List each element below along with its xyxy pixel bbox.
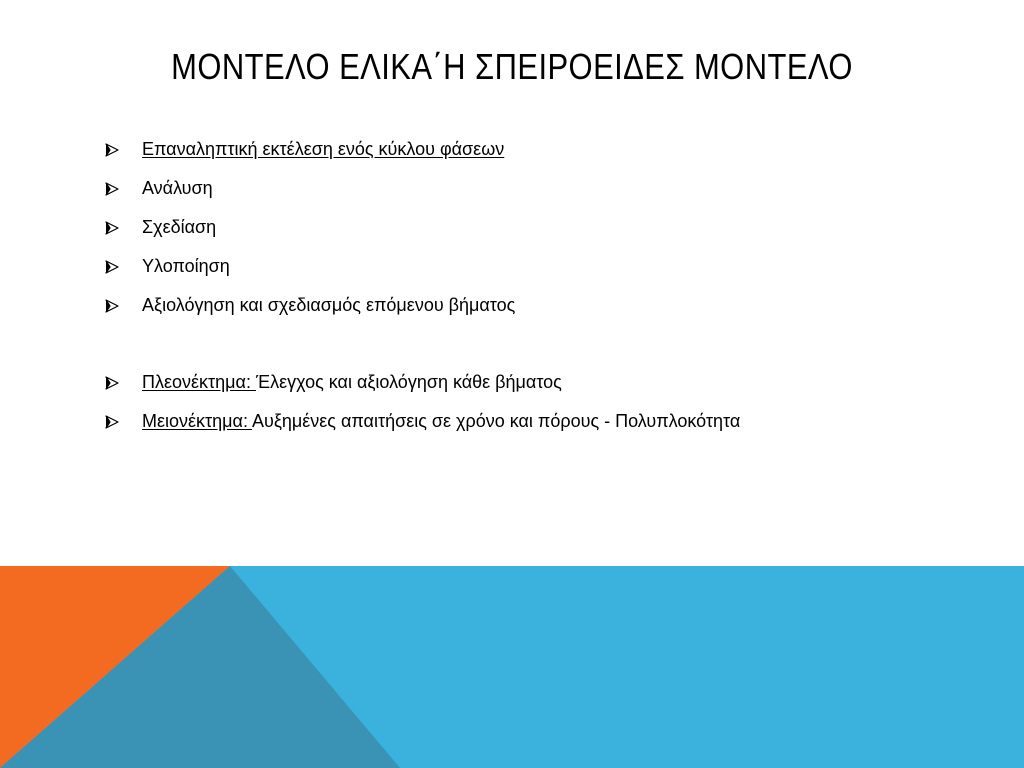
bullet-text: Έλεγχος και αξιολόγηση κάθε βήματος (255, 372, 562, 392)
list-item (104, 130, 984, 169)
bullet-text: Σχεδίαση (142, 217, 217, 237)
list-spacer (104, 325, 984, 363)
bullet-text: Αξιολόγηση και σχεδιασμός επόμενου βήματος (142, 295, 516, 315)
bullet-text: Αυξημένες απαιτήσεις σε χρόνο και πόρους - Πολυπλοκότητα (251, 411, 741, 431)
list-item (104, 363, 984, 402)
arrow-bullet-icon (104, 221, 142, 235)
advantage-label: Πλεονέκτημα: (142, 372, 256, 392)
footer-decoration (0, 566, 1024, 768)
arrow-bullet-icon (104, 143, 142, 157)
list-item (104, 402, 984, 441)
list-item (104, 286, 984, 325)
slide-title: ΜΟΝΤΕΛΟ ΕΛΙΚΑ΄Η ΣΠΕΙΡΟΕΙΔΕΣ ΜΟΝΤΕΛΟ (171, 46, 853, 87)
arrow-bullet-icon (104, 376, 142, 390)
arrow-bullet-icon (104, 260, 142, 274)
list-item (104, 208, 984, 247)
bullet-text: Υλοποίηση (142, 256, 230, 276)
list-item (104, 247, 984, 286)
arrow-bullet-icon (104, 415, 142, 429)
arrow-bullet-icon (104, 299, 142, 313)
disadvantage-label: Μειονέκτημα: (142, 411, 252, 431)
arrow-bullet-icon (104, 182, 142, 196)
list-item (104, 169, 984, 208)
bullet-text: Επαναληπτική εκτέλεση ενός κύκλου φάσεων (142, 139, 505, 159)
bullet-text: Ανάλυση (142, 178, 213, 198)
bullet-list (104, 130, 984, 441)
